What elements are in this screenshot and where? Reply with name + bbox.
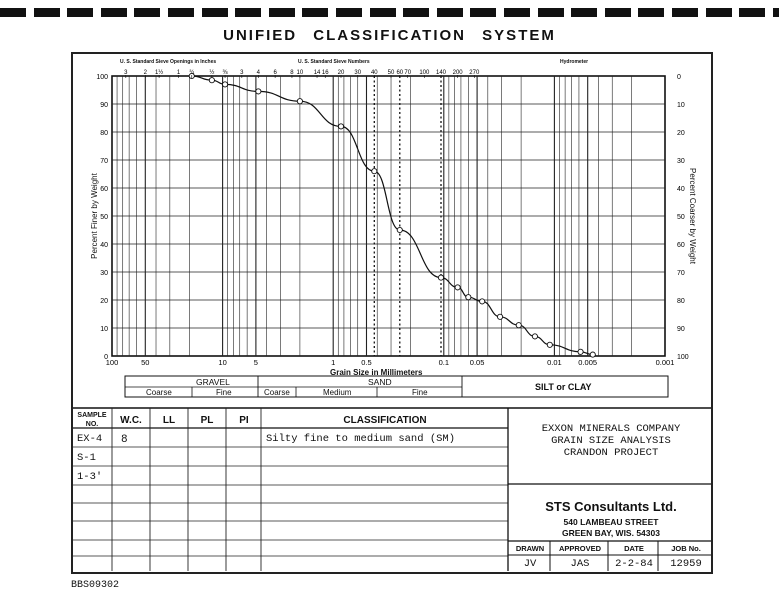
top-sieve-label: 70: [404, 70, 412, 76]
top-sieve-label: 6: [273, 70, 277, 76]
top-sieve-label: 20: [337, 70, 345, 76]
data-point: [222, 82, 227, 87]
project-line-2: GRAIN SIZE ANALYSIS: [551, 435, 671, 447]
data-point: [578, 349, 583, 354]
band-silt-clay: SILT or CLAY: [535, 382, 592, 392]
signoff-header-drawn: DRAWN: [515, 544, 545, 553]
header-pl: PL: [200, 415, 214, 426]
band-gravel-coarse: Coarse: [146, 388, 172, 397]
y-tick-label-right: 60: [677, 242, 685, 249]
data-point: [547, 342, 552, 347]
y-tick-label-left: 100: [96, 74, 108, 81]
data-point: [338, 124, 343, 129]
y-tick-label-left: 0: [104, 354, 108, 361]
data-point: [372, 169, 377, 174]
x-tick-label: 0.005: [578, 358, 598, 367]
top-sieve-label: 270: [469, 70, 480, 76]
x-tick-label: 100: [105, 358, 119, 367]
y-tick-label-left: 70: [100, 158, 108, 165]
band-sand-medium: Medium: [323, 388, 352, 397]
y-tick-label-right: 0: [677, 74, 681, 81]
top-sieve-label: 200: [452, 70, 463, 76]
y-axis-label-right: Percent Coarser by Weight: [688, 168, 697, 264]
data-point: [497, 314, 502, 319]
y-tick-label-left: 30: [100, 270, 108, 277]
data-point: [590, 352, 595, 357]
data-point: [466, 295, 471, 300]
x-tick-label: 0.001: [655, 358, 675, 367]
y-tick-label-left: 90: [100, 102, 108, 109]
top-sieve-label: 30: [354, 70, 362, 76]
top-sieve-label: 3: [240, 70, 244, 76]
data-point: [516, 323, 521, 328]
x-tick-label: 0.01: [547, 358, 562, 367]
signoff-header-job: JOB No.: [671, 544, 701, 553]
top-sieve-label: 1½: [154, 70, 164, 76]
y-tick-label-right: 20: [677, 130, 685, 137]
y-tick-label-left: 50: [100, 214, 108, 221]
x-tick-label: 0.05: [469, 358, 485, 367]
classification-value: Silty fine to medium sand (SM): [266, 433, 456, 445]
y-tick-label-right: 10: [677, 102, 685, 109]
x-tick-label: 10: [218, 358, 227, 367]
band-gravel: GRAVEL: [196, 377, 230, 387]
x-tick-label: 1: [331, 358, 336, 367]
band-sand-coarse: Coarse: [264, 388, 290, 397]
y-tick-label-left: 60: [100, 186, 108, 193]
top-sieve-label: ¾: [189, 70, 195, 76]
signoff-header-date: DATE: [624, 544, 644, 553]
y-tick-label-right: 90: [677, 326, 685, 333]
header-classification: CLASSIFICATION: [343, 415, 427, 426]
y-tick-label-right: 30: [677, 158, 685, 165]
y-tick-label-right: 100: [677, 354, 689, 361]
top-label-sieve-numbers: U. S. Standard Sieve Numbers: [298, 59, 370, 65]
y-tick-label-left: 20: [100, 298, 108, 305]
x-tick-label: 50: [141, 358, 150, 367]
x-tick-label: 5: [253, 358, 258, 367]
band-sand-fine: Fine: [412, 388, 428, 397]
top-label-sieve-inches: U. S. Standard Sieve Openings in Inches: [120, 59, 217, 65]
project-line-1: EXXON MINERALS COMPANY: [541, 423, 681, 435]
x-tick-label: 0.1: [438, 358, 450, 367]
signoff-header-approved: APPROVED: [558, 544, 602, 553]
top-label-hydrometer: Hydrometer: [560, 59, 589, 65]
top-sieve-label: 2: [143, 70, 147, 76]
header-ll: LL: [162, 415, 176, 426]
header-wc: W.C.: [120, 415, 142, 426]
gradation-curve: [192, 76, 593, 355]
document-code: BBS09302: [71, 580, 120, 591]
top-sieve-label: 50: [387, 70, 395, 76]
y-tick-label-right: 80: [677, 298, 685, 305]
sample-line-1: EX-4: [77, 433, 103, 445]
company-city: GREEN BAY, WIS. 54303: [562, 528, 660, 538]
data-point: [297, 99, 302, 104]
x-axis-label: Grain Size in Millimeters: [330, 368, 423, 377]
signoff-approved: JAS: [570, 558, 590, 570]
y-tick-label-left: 80: [100, 130, 108, 137]
top-sieve-label: 4: [256, 70, 261, 76]
project-line-3: CRANDON PROJECT: [563, 447, 659, 459]
band-gravel-fine: Fine: [216, 388, 232, 397]
y-tick-label-right: 50: [677, 214, 685, 221]
data-point: [455, 285, 460, 290]
top-sieve-label: 40: [370, 70, 378, 76]
data-point: [397, 227, 402, 232]
top-sieve-label: 16: [321, 70, 329, 76]
y-tick-label-left: 10: [100, 326, 108, 333]
y-tick-label-right: 40: [677, 186, 685, 193]
y-tick-label-left: 40: [100, 242, 108, 249]
top-sieve-label: 3: [124, 70, 128, 76]
band-sand: SAND: [368, 377, 392, 387]
data-point: [480, 299, 485, 304]
signoff-drawn: JV: [523, 558, 537, 570]
company-name: STS Consultants Ltd.: [545, 499, 677, 514]
sample-line-3: 1-3': [77, 471, 103, 483]
company-street: 540 LAMBEAU STREET: [563, 517, 659, 527]
signoff-date: 2-2-84: [615, 558, 653, 570]
top-sieve-label: 1: [176, 70, 181, 76]
top-sieve-label: 140: [435, 70, 447, 76]
chart-main-title: UNIFIED CLASSIFICATION SYSTEM: [223, 27, 556, 44]
wc-value: 8: [121, 434, 128, 446]
top-sieve-label: 60: [396, 70, 404, 76]
data-point: [438, 275, 443, 280]
data-point: [532, 334, 537, 339]
x-tick-label: 0.5: [361, 358, 372, 367]
top-sieve-label: 14: [313, 70, 321, 76]
signoff-job: 12959: [670, 558, 702, 570]
sample-line-2: S-1: [77, 452, 96, 464]
header-pi: PI: [239, 415, 249, 426]
y-tick-label-right: 70: [677, 270, 685, 277]
top-sieve-label: 100: [419, 70, 430, 76]
data-point: [209, 78, 214, 83]
top-sieve-label: ½: [209, 70, 215, 76]
top-sieve-label: 8: [290, 70, 294, 76]
top-sieve-label: ⅜: [222, 70, 228, 76]
y-axis-label-left: Percent Finer by Weight: [90, 173, 99, 259]
header-sample-no: SAMPLE NO.: [77, 412, 107, 428]
top-sieve-label: 10: [296, 70, 304, 76]
data-point: [256, 89, 261, 94]
